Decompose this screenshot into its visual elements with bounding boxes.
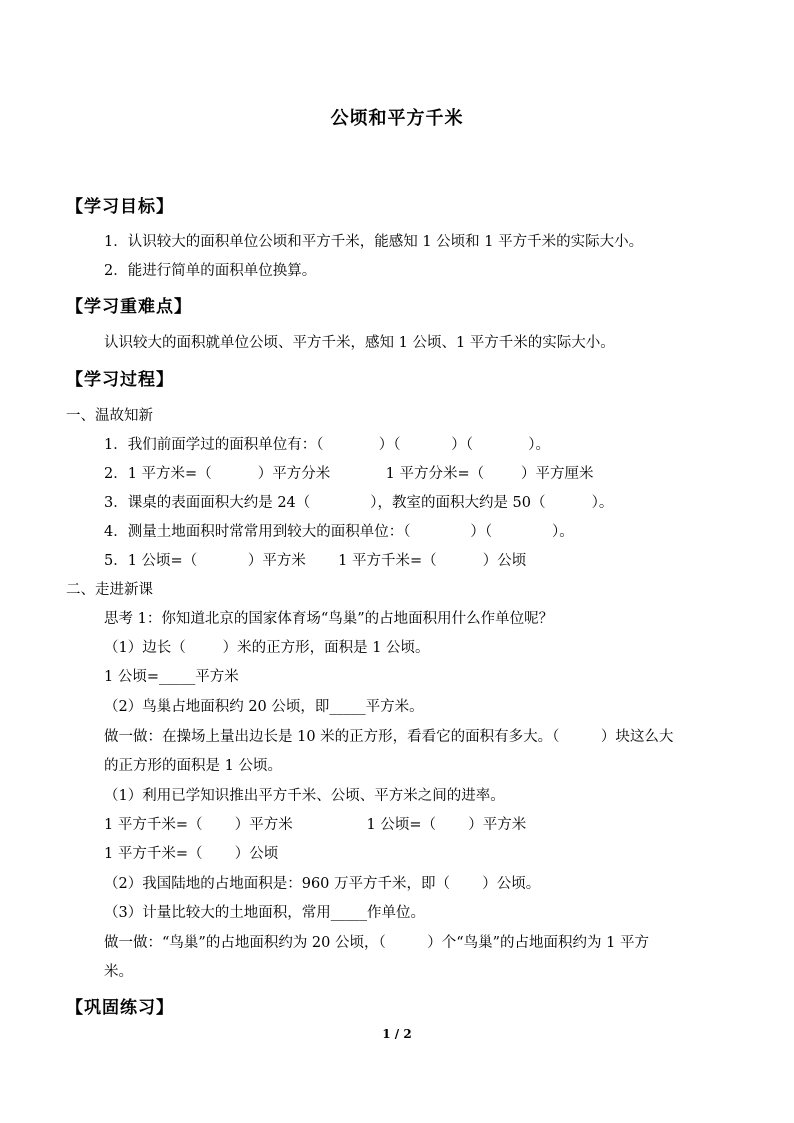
- part2-line-7: （1）利用已学知识推出平方千米、公顷、平方米之间的进率。: [104, 788, 505, 804]
- part2-line-10: （2）我国陆地的占地面积是：960 万平方千米，即（ ）公顷。: [104, 876, 541, 892]
- part1-item-4: 4．测量土地面积时常常用到较大的面积单位：（ ）（ ）。: [104, 524, 574, 540]
- part2-line-12: 做一做：“鸟巢”的占地面积约为 20 公顷，（ ）个“鸟巢”的占地面积约为 1 平方: [104, 935, 649, 951]
- part2-line-5: 做一做：在操场上量出边长是 10 米的正方形，看看它的面积有多大。（ ）块这么大: [104, 729, 674, 745]
- heading-practice: 【巩固练习】: [66, 998, 174, 1018]
- part2-line-11: （3）计量比较大的土地面积，常用_____作单位。: [104, 905, 425, 921]
- key-points-text: 认识较大的面积就单位公顷、平方千米，感知 1 公顷、1 平方千米的实际大小。: [104, 335, 615, 351]
- part2-line-9: 1 平方千米=（ ）公顷: [104, 846, 279, 862]
- part2-line-1: 思考 1：你知道北京的国家体育场“鸟巢”的占地面积用什么作单位呢？: [104, 611, 554, 627]
- part2-line-6: 的正方形的面积是 1 公顷。: [104, 758, 282, 774]
- heading-learning-process: 【学习过程】: [66, 370, 174, 390]
- part2-line-3: 1 公顷=_____平方米: [104, 669, 239, 685]
- part2-line-4: （2）鸟巢占地面积约 20 公顷，即_____平方米。: [104, 699, 424, 715]
- part2-heading: 二、走进新课: [66, 582, 153, 598]
- page-title: 公顷和平方千米: [330, 108, 464, 129]
- part1-heading: 一、温故知新: [66, 408, 153, 424]
- part1-item-1: 1．我们前面学过的面积单位有：（ ）（ ）（ ）。: [104, 437, 551, 453]
- part2-line-2: （1）边长（ ）米的正方形，面积是 1 公顷。: [104, 640, 430, 656]
- heading-key-points: 【学习重难点】: [66, 297, 192, 317]
- page-number: 1 / 2: [382, 1027, 412, 1041]
- part1-item-3: 3．课桌的表面面积大约是 24（ ），教室的面积大约是 50（ ）。: [104, 495, 614, 511]
- goal-item-2: 2．能进行简单的面积单位换算。: [104, 263, 317, 279]
- goal-item-1: 1．认识较大的面积单位公顷和平方千米，能感知 1 公顷和 1 平方千米的实际大小。: [104, 234, 644, 250]
- part2-line-8: 1 平方千米=（ ）平方米 1 公顷=（ ）平方米: [104, 817, 527, 833]
- heading-learning-goals: 【学习目标】: [66, 197, 174, 217]
- part1-item-5: 5．1 公顷=（ ）平方米 1 平方千米=（ ）公顷: [104, 553, 527, 569]
- part1-item-2: 2．1 平方米=（ ）平方分米 1 平方分米=（ ）平方厘米: [104, 466, 594, 482]
- part2-line-13: 米。: [104, 964, 133, 980]
